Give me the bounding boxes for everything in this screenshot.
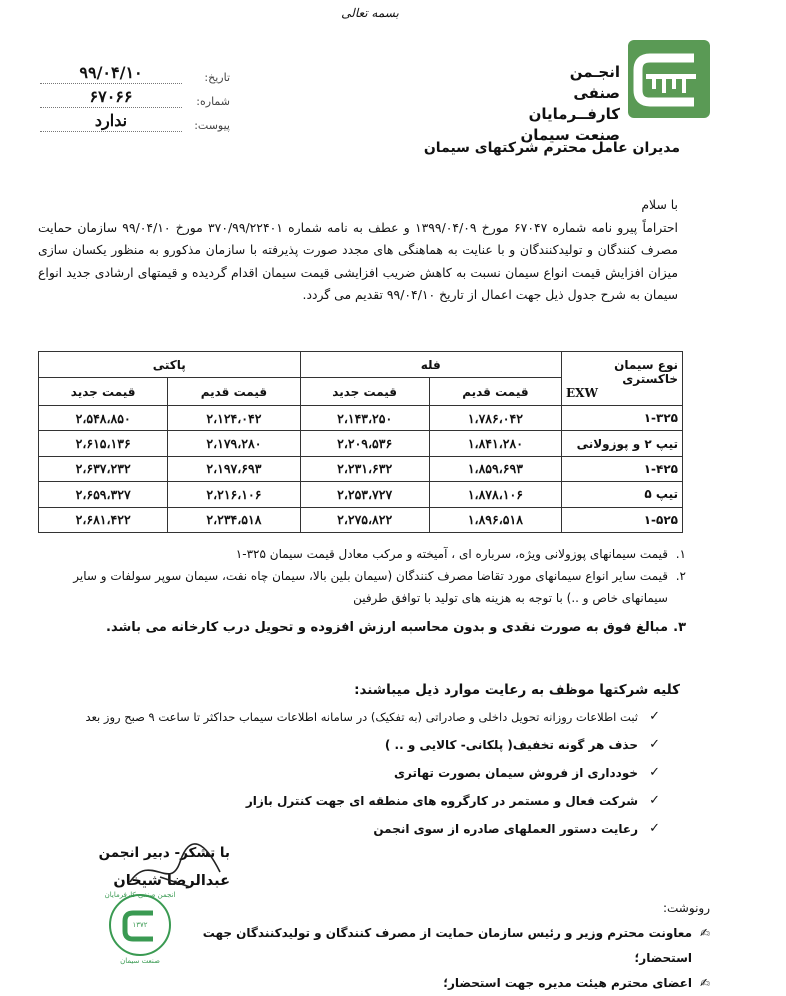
obligation-text: حذف هر گونه تخفیف( پلکانی- کالایی و .. ) <box>384 738 638 752</box>
packed-old-price: ۲،۱۲۴،۰۴۲ <box>168 406 300 431</box>
number-label: شماره: <box>196 95 230 108</box>
cement-type-header-text: نوع سیمان خاکستری <box>614 357 678 386</box>
note-item <box>38 565 686 609</box>
stamp-top-text: انجمن صنفی کارفرمایان <box>105 891 175 899</box>
note-number: ۲. <box>675 569 686 583</box>
copy-recipient <box>150 971 710 996</box>
cement-factory-icon <box>628 40 710 118</box>
attachment-value: ندارد <box>40 111 182 132</box>
packed-old-price: ۲،۱۹۷،۶۹۳ <box>168 456 300 481</box>
note-text: قیمت سایر انواع سیمانهای مورد تقاضا مصرف کنندگان (سیمان بلین بالا، سیمان چاه نفت، سیمان سوپر سولفات و سایر سیمانهای خاص و ..) با توجه به هزینه های تولید با توافق طرفین <box>73 569 668 605</box>
note-item <box>38 617 686 639</box>
obligations-title: کلیه شرکتها موظف به رعایت موارد ذیل میباشند: <box>354 682 680 698</box>
note-number: ۳. <box>673 620 686 635</box>
table-row <box>39 456 683 481</box>
bulk-old-price: ۱،۷۸۶،۰۴۲ <box>429 406 561 431</box>
check-icon: ✓ <box>649 765 660 780</box>
bulk-new-price: ۲،۱۴۳،۲۵۰ <box>300 406 429 431</box>
pen-icon: ✍ <box>699 976 710 990</box>
check-icon: ✓ <box>649 793 660 808</box>
main-paragraph: احتراماً پیرو نامه شماره ۶۷۰۴۷ مورخ ۱۳۹۹/۰۴/۰۹ و عطف به نامه شماره ۳۷۰/۹۹/۲۲۴۰۱ مورخ ۹۹/۰۴/۱۰ سازمان حمایت مصرف کنندگان و تولیدکنندگان و با عنایت به هماهنگی های مجدد صورت پذیرفته با سازمان مذکورو به منظور یکسان سازی میزان افزایش قیمت انواع سیمان نسبت به کاهش ضریب افزایشی قیمت سیمان اقدام گردیده و قیمتهای ارشادی جدید انواع سیمان به شرح جدول ذیل جهت اعمال از تاریخ ۹۹/۰۴/۱۰ تقدیم می گردد. <box>38 219 678 302</box>
copies-label: رونوشت: <box>662 901 710 915</box>
check-icon: ✓ <box>649 737 660 752</box>
date-row <box>40 60 230 84</box>
table-row <box>39 431 683 456</box>
addressee: مدیران عامل محترم شرکتهای سیمان <box>423 140 680 156</box>
bulk-new-price-header: قیمت جدید <box>300 378 429 406</box>
table-row <box>39 406 683 431</box>
packed-new-price-header: قیمت جدید <box>39 378 168 406</box>
attachment-row <box>40 108 230 132</box>
greeting: با سلام <box>641 197 678 212</box>
stamp-year: ۱۳۷۲ <box>132 921 148 929</box>
packed-new-price: ۲،۵۴۸،۸۵۰ <box>39 406 168 431</box>
packed-old-price: ۲،۲۳۴،۵۱۸ <box>168 507 300 532</box>
obligations-list <box>60 703 660 843</box>
note-text: قیمت سیمانهای پوزولانی ویژه، سرباره ای ، آمیخته و مرکب معادل قیمت سیمان ۳۲۵-۱ <box>235 547 668 561</box>
table-row <box>39 482 683 507</box>
copies-block <box>150 896 710 996</box>
letter-body <box>38 194 678 307</box>
date-value: ۹۹/۰۴/۱۰ <box>40 63 182 84</box>
stamp-bottom-text: صنعت سیمان <box>120 957 160 965</box>
number-row <box>40 84 230 108</box>
invocation: بسمه تعالی <box>341 6 399 20</box>
price-table <box>38 351 683 533</box>
cement-type: ۱-۴۲۵ <box>562 456 683 481</box>
obligation-text: خودداری از فروش سیمان بصورت تهاتری <box>394 766 638 780</box>
packed-header: پاکتی <box>39 352 301 378</box>
obligation-text: رعایت دستور العملهای صادره از سوی انجمن <box>373 822 638 836</box>
obligation-item <box>60 787 660 815</box>
association-name <box>520 62 620 146</box>
packed-new-price: ۲،۶۵۹،۳۲۷ <box>39 482 168 507</box>
bulk-old-price: ۱،۸۹۶،۵۱۸ <box>429 507 561 532</box>
packed-old-price: ۲،۱۷۹،۲۸۰ <box>168 431 300 456</box>
packed-new-price: ۲،۶۱۵،۱۳۶ <box>39 431 168 456</box>
obligation-item <box>60 731 660 759</box>
pen-icon: ✍ <box>699 926 710 940</box>
logo-line-3: صنعت سیمان <box>520 126 620 144</box>
bulk-header: فله <box>300 352 561 378</box>
copy-recipient-text: اعضای محترم هیئت مدیره جهت استحضار؛ <box>443 976 692 990</box>
bulk-new-price: ۲،۲۵۳،۷۲۷ <box>300 482 429 507</box>
bulk-new-price: ۲،۲۷۵،۸۲۲ <box>300 507 429 532</box>
check-icon: ✓ <box>649 821 660 836</box>
cement-type: تیپ ۲ و پوزولانی <box>562 431 683 456</box>
exw-label: EXW <box>566 385 598 400</box>
notes-list <box>38 543 686 639</box>
obligation-text: شرکت فعال و مستمر در کارگروه های منطقه ای جهت کنترل بازار <box>245 794 638 808</box>
note-number: ۱. <box>675 547 686 561</box>
number-value: ۶۷۰۶۶ <box>40 87 182 108</box>
logo-line-1: انجـمن صنفی <box>569 63 620 102</box>
cement-type: ۱-۵۲۵ <box>562 507 683 532</box>
copy-recipient-text: معاونت محترم وزیر و رئیس سازمان حمایت از مصرف کنندگان و تولیدکنندگان جهت استحضار؛ <box>202 926 692 965</box>
obligation-item <box>60 703 660 731</box>
note-text: مبالغ فوق به صورت نقدی و بدون محاسبه ارزش افزوده و تحویل درب کارخانه می باشد. <box>106 620 668 635</box>
obligation-text: ثبت اطلاعات روزانه تحویل داخلی و صادراتی (به تفکیک) در سامانه اطلاعات سیماب حداکثر تا ساعت ۹ صبح روز بعد <box>85 710 638 724</box>
packed-old-price: ۲،۲۱۶،۱۰۶ <box>168 482 300 507</box>
cement-type-header <box>562 352 683 406</box>
bulk-old-price: ۱،۸۷۸،۱۰۶ <box>429 482 561 507</box>
bulk-old-price: ۱،۸۵۹،۶۹۳ <box>429 456 561 481</box>
copy-recipient <box>150 921 710 971</box>
letter-meta <box>40 60 230 132</box>
packed-new-price: ۲،۶۳۷،۲۳۲ <box>39 456 168 481</box>
check-icon: ✓ <box>649 709 660 724</box>
bulk-old-price: ۱،۸۴۱،۲۸۰ <box>429 431 561 456</box>
cement-type: ۱-۳۲۵ <box>562 406 683 431</box>
packed-new-price: ۲،۶۸۱،۴۲۲ <box>39 507 168 532</box>
cement-type: تیپ ۵ <box>562 482 683 507</box>
signatory-name: عبدالرضا شیخان <box>113 873 230 889</box>
bulk-old-price-header: قیمت قدیم <box>429 378 561 406</box>
obligation-item <box>60 759 660 787</box>
signature-title: با تشکر- دبیر انجمن <box>98 845 230 861</box>
note-item <box>38 543 686 565</box>
logo-line-2: کارفــرمایان <box>528 105 620 123</box>
bulk-new-price: ۲،۲۰۹،۵۳۶ <box>300 431 429 456</box>
packed-old-price-header: قیمت قدیم <box>168 378 300 406</box>
attachment-label: پیوست: <box>194 119 230 132</box>
association-logo <box>628 40 710 118</box>
bulk-new-price: ۲،۲۳۱،۶۳۲ <box>300 456 429 481</box>
date-label: تاریخ: <box>204 71 230 84</box>
table-row <box>39 507 683 532</box>
